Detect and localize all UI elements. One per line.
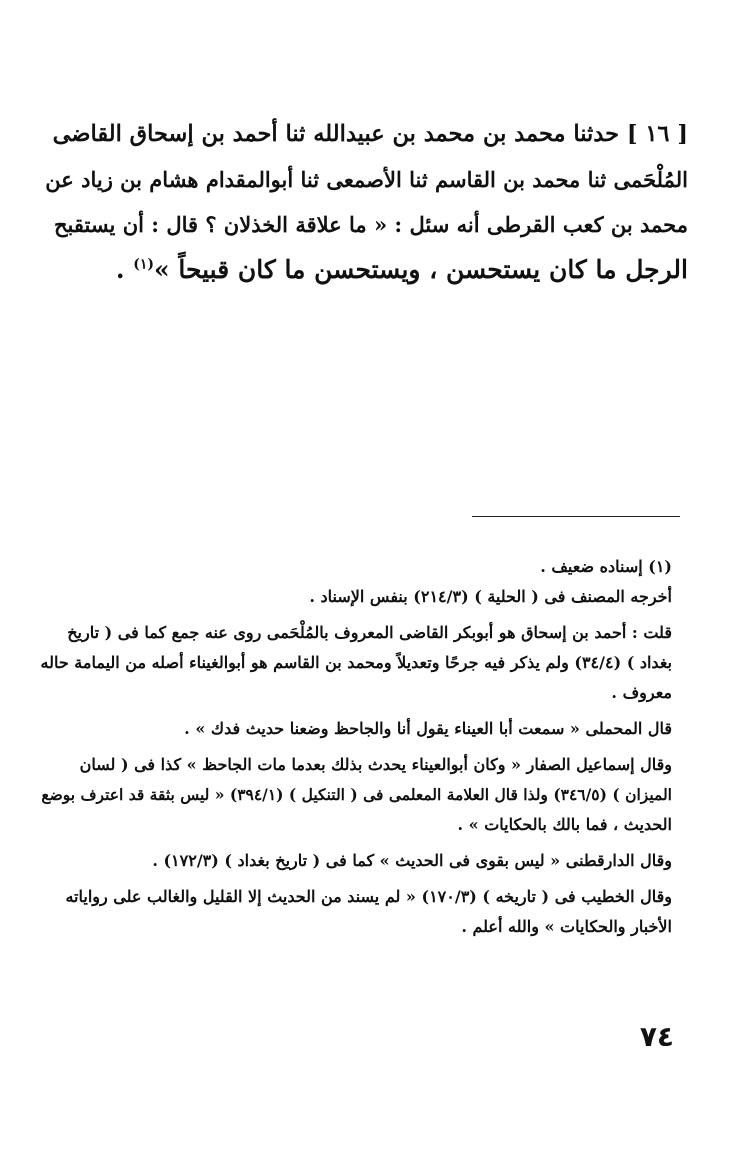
footnote-divider	[472, 516, 680, 517]
footnote-line: معروف .	[611, 683, 672, 702]
footnote-line: قال المحملى « سمعت أبا العيناء يقول أنا والجاحظ وضعنا حديث فدك » .	[184, 719, 672, 738]
footnote-line: وقال الدارقطنى « ليس بقوى فى الحديث » كما فى ( تاريخ بغداد ) (١٧٢/٣) .	[152, 851, 672, 870]
footnote-line: وقال الخطيب فى ( تاريخه ) (١٧٠/٣) « لم يسند من الحديث إلا القليل والغالب على رواياته	[65, 887, 672, 906]
footnotes-block	[36, 552, 672, 942]
footnote-line: قلت : أحمد بن إسحاق هو أبوبكر القاضى المعروف بالمُلْحَمى روى عنه جمع كما فى ( تاريخ	[67, 623, 672, 642]
page-number: ٧٤	[639, 1020, 674, 1053]
footnote-line: بغداد ) (٣٤/٤) ولم يذكر فيه جرحًا وتعديلاً ومحمد بن القاسم هو أبوالغيناء أصله من اليمامة حاله	[40, 653, 672, 672]
main-text-block	[40, 112, 688, 292]
main-text-line-last	[40, 247, 688, 292]
footnote-line: الأخبار والحكايات » والله أعلم .	[461, 917, 672, 936]
footnote-line: وقال إسماعيل الصفار « وكان أبوالعيناء يحدث بذلك بعدما مات الجاحظ » كذا فى ( لسان	[79, 755, 672, 774]
footnote-reference: (١)	[133, 256, 155, 273]
main-text-line: الرجل ما كان يستحسن ، ويستحسن ما كان قبيحاً »	[154, 255, 688, 284]
footnote-line: الحديث ، فما بالك بالحكايات » .	[457, 815, 672, 834]
footnote-line: (١) إسناده ضعيف .	[540, 557, 672, 576]
main-text-line: محمد بن كعب القرطى أنه سئل : « ما علاقة الخذلان ؟ قال : أن يستقبح	[53, 212, 688, 237]
footnote-line: الميزان ) (٣٤٦/٥) ولذا قال العلامة المعلمى فى ( التنكيل ) (٣٩٤/١) « ليس بثقة قد اعترف بوضع	[41, 785, 672, 804]
main-text-line: [ ١٦ ] حدثنا محمد بن محمد بن عبيدالله ثنا أحمد بن إسحاق القاضى	[52, 121, 688, 147]
main-text-line: المُلْحَمى ثنا محمد بن القاسم ثنا الأصمعى ثنا أبوالمقدام هشام بن زياد عن	[45, 167, 688, 192]
footnote-line: أخرجه المصنف فى ( الحلية ) (٢١٤/٣) بنفس الإسناد .	[309, 587, 672, 606]
end-mark: .	[115, 255, 125, 284]
